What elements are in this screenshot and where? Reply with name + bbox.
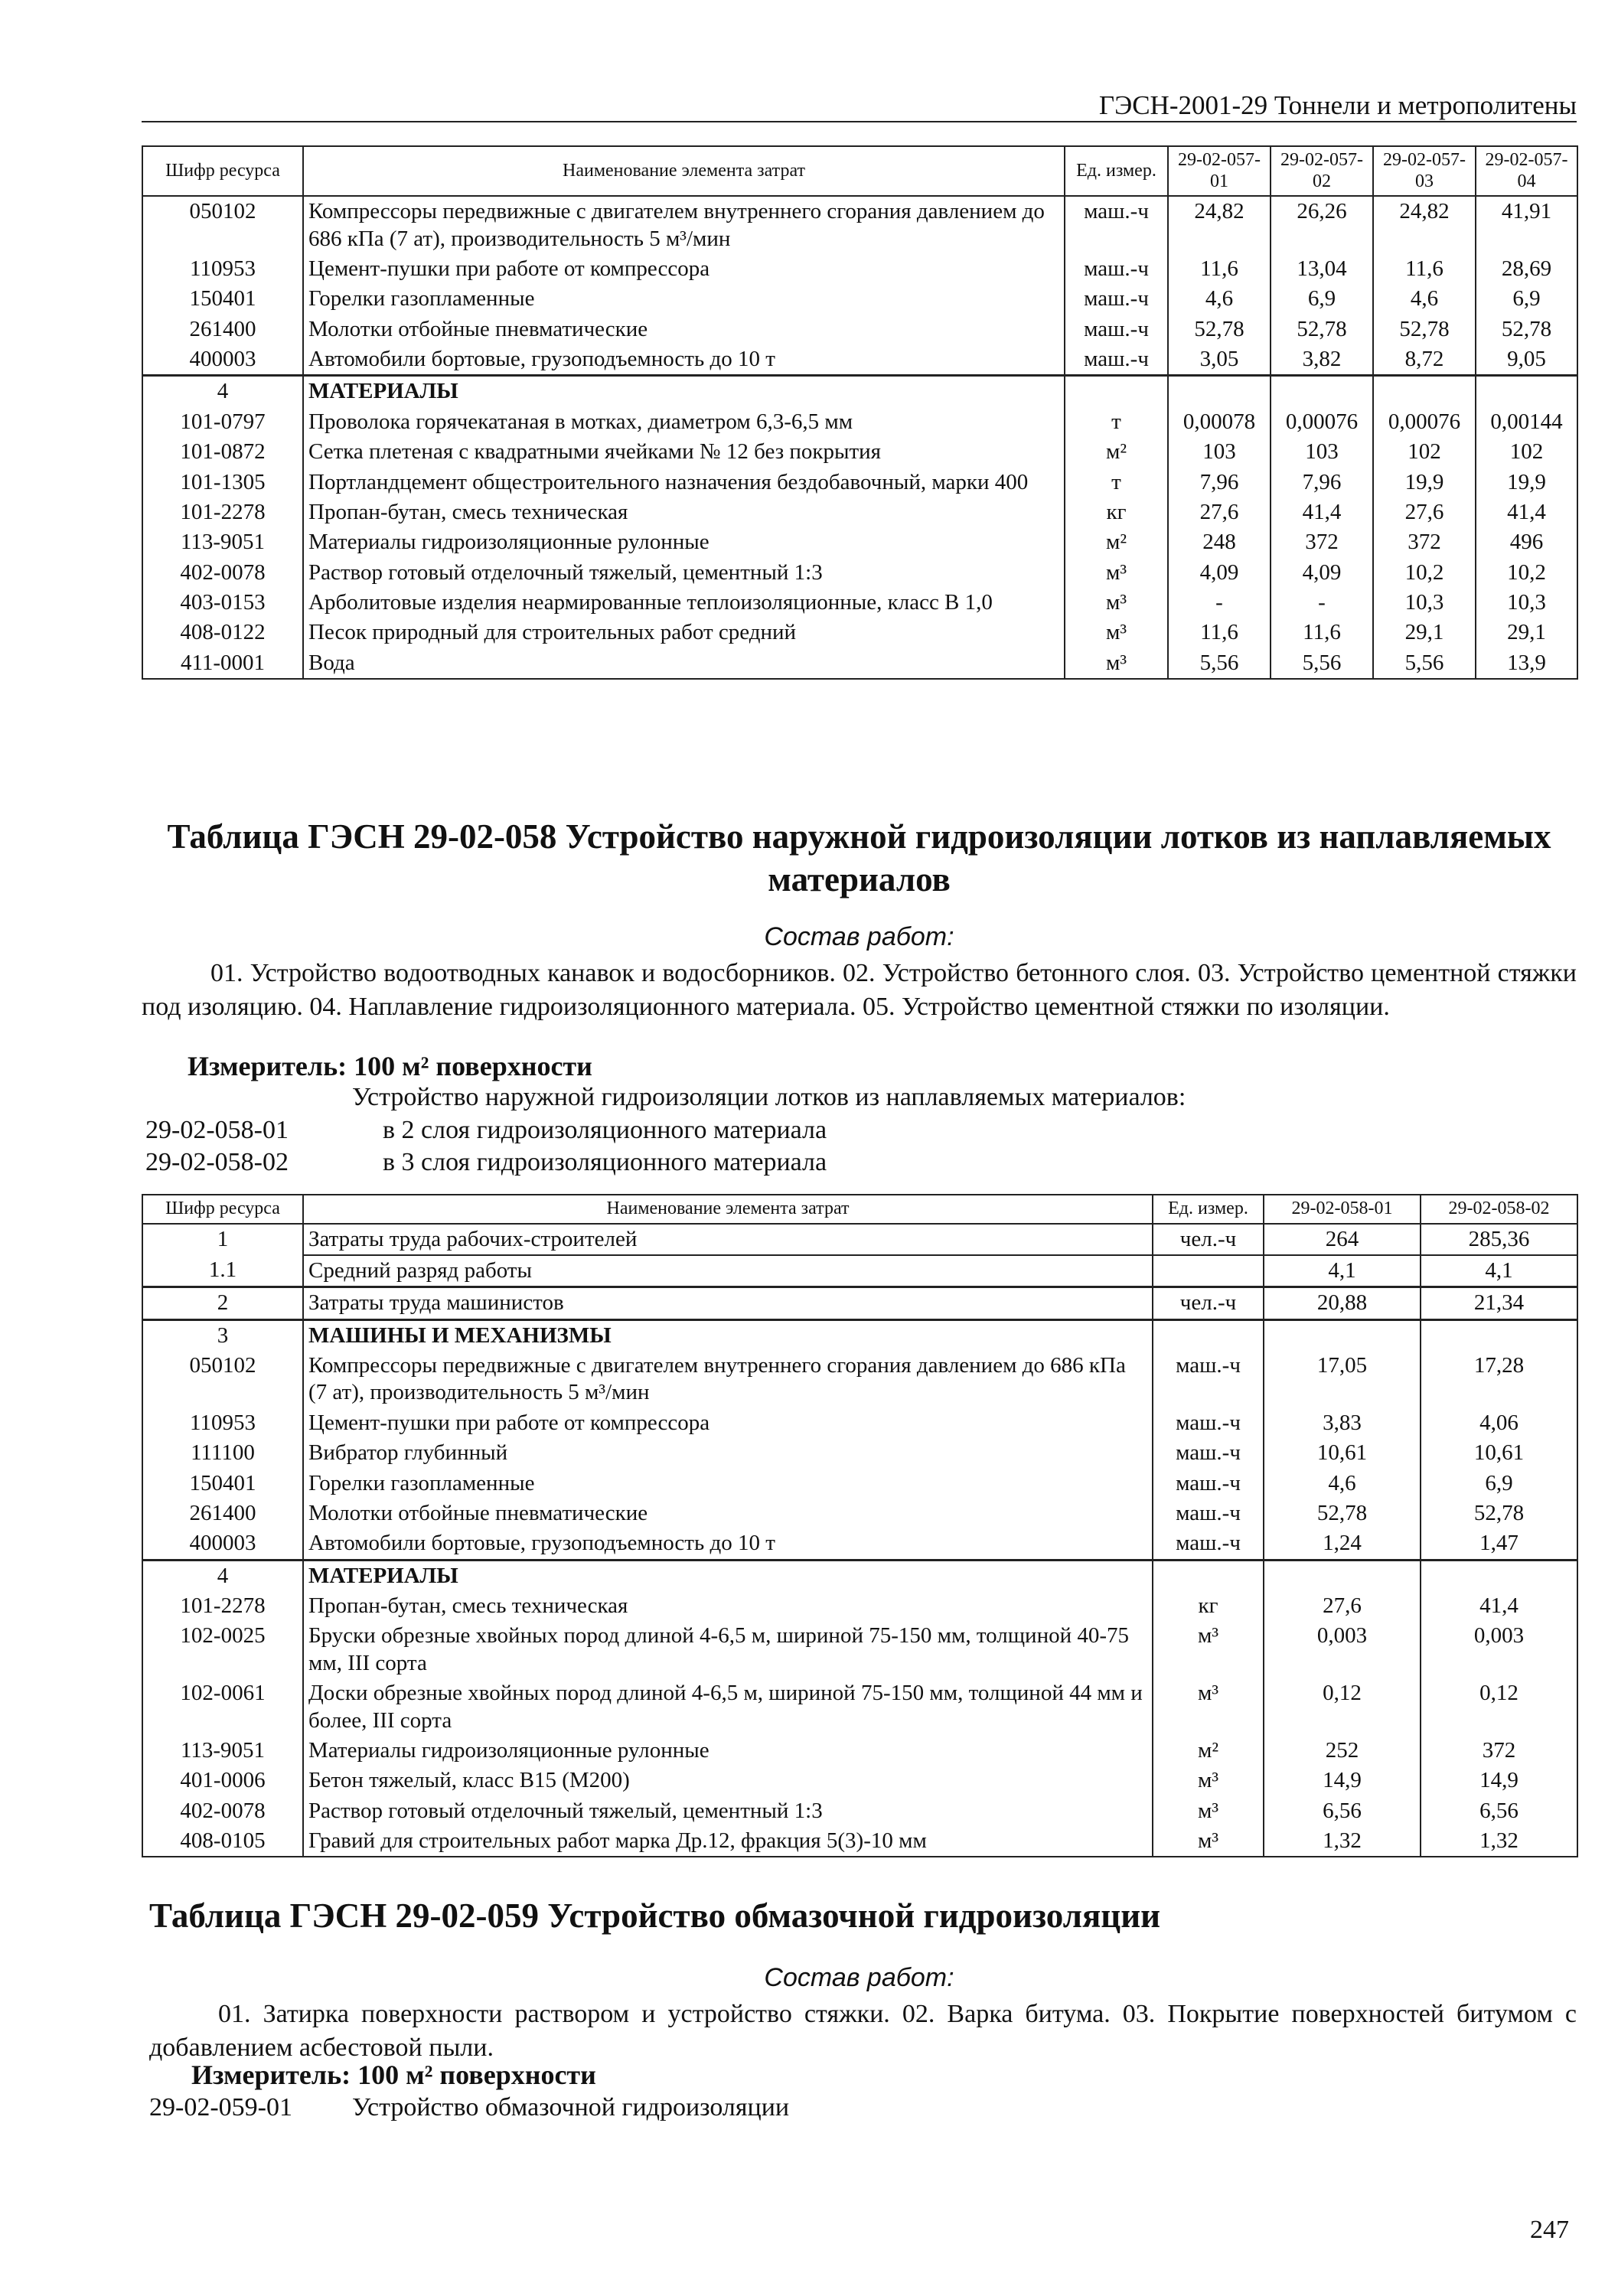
item-code: 29-02-058-02	[145, 1148, 289, 1176]
cell-code: 403-0153	[142, 588, 303, 618]
cell-name: Арболитовые изделия неармированные теплоизоляционные, класс В 1,0	[303, 588, 1065, 618]
cell-value: 0,00076	[1271, 407, 1373, 437]
cell-unit: м³	[1153, 1621, 1264, 1678]
cell-value: 14,9	[1264, 1766, 1421, 1795]
cell-value: 11,6	[1168, 254, 1271, 284]
cell-value: 285,36	[1421, 1224, 1577, 1255]
cell-code: 261400	[142, 315, 303, 344]
cell-value: 4,06	[1421, 1408, 1577, 1438]
cell-code: 101-2278	[142, 497, 303, 527]
cell-value: 4,6	[1373, 284, 1476, 314]
cell-unit: маш.-ч	[1065, 284, 1168, 314]
cell-value: 4,1	[1421, 1255, 1577, 1287]
page-number: 247	[1530, 2216, 1569, 2244]
cell-name: Цемент-пушки при работе от компрессора	[303, 254, 1065, 284]
cell-name: Компрессоры передвижные с двигателем внутреннего сгорания давлением до 686 кПа (7 ат), производительность 5 м³/мин	[303, 196, 1065, 254]
cell-unit: м³	[1065, 588, 1168, 618]
cell-value: 3,83	[1264, 1408, 1421, 1438]
col-header-unit: Ед. измер.	[1153, 1195, 1264, 1224]
composition-text: 01. Затирка поверхности раствором и устройство стяжки. 02. Варка битума. 03. Покрытие поверхностей битумом с добавлением асбестовой пыли.	[149, 2000, 1577, 2062]
cell-code: 102-0061	[142, 1678, 303, 1736]
cell-value: 6,56	[1264, 1796, 1421, 1826]
cell-code: 110953	[142, 1408, 303, 1438]
cell-unit: м³	[1153, 1796, 1264, 1826]
table-row	[142, 1499, 1577, 1528]
cell-name: Проволока горячекатаная в мотках, диаметром 6,3-6,5 мм	[303, 407, 1065, 437]
cell-name: Вода	[303, 648, 1065, 679]
table-row	[142, 407, 1577, 437]
composition-text: 01. Устройство водоотводных канавок и водосборников. 02. Устройство бетонного слоя. 03. Устройство цементной стяжки под изоляцию. 04. Наплавление гидроизоляционного материала. 05. Устройство цементной стяжки по изоляции.	[142, 959, 1577, 1021]
cell-value: 0,12	[1264, 1678, 1421, 1736]
cell-unit: кг	[1153, 1591, 1264, 1621]
cell-unit	[1153, 1319, 1264, 1351]
cell-value: 4,09	[1168, 558, 1271, 588]
cell-value: 28,69	[1476, 254, 1577, 284]
cell-code: 111100	[142, 1438, 303, 1468]
cell-name: Молотки отбойные пневматические	[303, 1499, 1153, 1528]
cell-value: 10,61	[1421, 1438, 1577, 1468]
cell-value: 248	[1168, 527, 1271, 557]
table-row	[142, 1469, 1577, 1499]
table-row	[142, 1287, 1577, 1319]
cell-value	[1421, 1319, 1577, 1351]
resource-table-058	[142, 1194, 1578, 1857]
cell-code: 401-0006	[142, 1766, 303, 1795]
item-text: Устройство обмазочной гидроизоляции	[352, 2093, 790, 2122]
table-row	[142, 1224, 1577, 1255]
cell-code: 101-0872	[142, 437, 303, 467]
cell-value: 14,9	[1421, 1766, 1577, 1795]
table-title-058: Таблица ГЭСН 29-02-058 Устройство наружной гидроизоляции лотков из наплавляемых материалов	[167, 817, 1551, 899]
cell-name: Цемент-пушки при работе от компрессора	[303, 1408, 1153, 1438]
cell-value: 10,3	[1373, 588, 1476, 618]
cell-code: 4	[142, 376, 303, 407]
col-header-norm: 29-02-058-01	[1264, 1195, 1421, 1224]
cell-value: 10,3	[1476, 588, 1577, 618]
table-row	[142, 1528, 1577, 1560]
table-row	[142, 437, 1577, 467]
cell-unit: м³	[1065, 648, 1168, 679]
cell-value: 27,6	[1168, 497, 1271, 527]
cell-code: 150401	[142, 284, 303, 314]
cell-unit	[1153, 1255, 1264, 1287]
cell-unit: м³	[1153, 1678, 1264, 1736]
cell-value: 13,9	[1476, 648, 1577, 679]
cell-unit	[1065, 376, 1168, 407]
cell-value: 11,6	[1373, 254, 1476, 284]
cell-value: 6,9	[1476, 284, 1577, 314]
table-row	[142, 1351, 1577, 1408]
cell-unit: кг	[1065, 497, 1168, 527]
cell-name: Материалы гидроизоляционные рулонные	[303, 1736, 1153, 1766]
composition-heading: Состав работ:	[764, 1963, 954, 1992]
measure-unit: Измеритель: 100 м² поверхности	[188, 1051, 592, 1081]
table-row	[142, 1408, 1577, 1438]
cell-value: 52,78	[1271, 315, 1373, 344]
table-row	[142, 344, 1577, 376]
cell-value	[1168, 376, 1271, 407]
cell-name: Горелки газопламенные	[303, 284, 1065, 314]
cell-unit: маш.-ч	[1065, 315, 1168, 344]
cell-value: 0,003	[1264, 1621, 1421, 1678]
cell-value: 20,88	[1264, 1287, 1421, 1319]
cell-name: Раствор готовый отделочный тяжелый, цементный 1:3	[303, 558, 1065, 588]
cell-name: Затраты труда машинистов	[303, 1287, 1153, 1319]
cell-unit: чел.-ч	[1153, 1287, 1264, 1319]
cell-value: 1,32	[1264, 1826, 1421, 1857]
cell-unit: маш.-ч	[1153, 1469, 1264, 1499]
cell-code: 411-0001	[142, 648, 303, 679]
cell-code: 1.1	[142, 1255, 303, 1287]
cell-value: 5,56	[1168, 648, 1271, 679]
cell-value: 9,05	[1476, 344, 1577, 376]
cell-name: МАТЕРИАЛЫ	[303, 376, 1065, 407]
header-rule	[142, 121, 1577, 122]
cell-value: 1,24	[1264, 1528, 1421, 1560]
table-row	[142, 497, 1577, 527]
col-header-norm: 29-02-057-02	[1271, 146, 1373, 196]
cell-unit: чел.-ч	[1153, 1224, 1264, 1255]
cell-value: 8,72	[1373, 344, 1476, 376]
cell-value: 21,34	[1421, 1287, 1577, 1319]
cell-code: 402-0078	[142, 1796, 303, 1826]
cell-unit: маш.-ч	[1153, 1528, 1264, 1560]
cell-value: 3,82	[1271, 344, 1373, 376]
cell-code: 101-2278	[142, 1591, 303, 1621]
cell-value	[1421, 1560, 1577, 1591]
cell-value: 13,04	[1271, 254, 1373, 284]
cell-name: МАТЕРИАЛЫ	[303, 1560, 1153, 1591]
cell-value: 10,2	[1373, 558, 1476, 588]
cell-value: 10,2	[1476, 558, 1577, 588]
cell-code: 3	[142, 1319, 303, 1351]
table-body	[142, 196, 1577, 679]
cell-value: 52,78	[1421, 1499, 1577, 1528]
cell-value: 372	[1421, 1736, 1577, 1766]
table-header-row	[142, 146, 1577, 196]
running-header: ГЭСН-2001-29 Тоннели и метрополитены	[1098, 90, 1577, 120]
table-row	[142, 1766, 1577, 1795]
cell-value: 372	[1373, 527, 1476, 557]
cell-code: 050102	[142, 1351, 303, 1408]
cell-value: 52,78	[1373, 315, 1476, 344]
table-body	[142, 1224, 1577, 1857]
cell-unit: маш.-ч	[1065, 254, 1168, 284]
col-header-norm: 29-02-057-04	[1476, 146, 1577, 196]
cell-value: 4,6	[1264, 1469, 1421, 1499]
table-row	[142, 1621, 1577, 1678]
measure-unit: Измеритель: 100 м² поверхности	[191, 2060, 596, 2090]
cell-name: Затраты труда рабочих-строителей	[303, 1224, 1153, 1255]
cell-value: 4,6	[1168, 284, 1271, 314]
cell-value: 1,32	[1421, 1826, 1577, 1857]
col-header-norm: 29-02-057-01	[1168, 146, 1271, 196]
col-header-name: Наименование элемента затрат	[303, 146, 1065, 196]
cell-unit: маш.-ч	[1153, 1351, 1264, 1408]
cell-name: Песок природный для строительных работ средний	[303, 618, 1065, 647]
table-row	[142, 1255, 1577, 1287]
cell-unit: маш.-ч	[1153, 1499, 1264, 1528]
table-row	[142, 1319, 1577, 1351]
cell-value: 11,6	[1271, 618, 1373, 647]
cell-unit: м²	[1065, 527, 1168, 557]
cell-name: Пропан-бутан, смесь техническая	[303, 497, 1065, 527]
cell-unit: м³	[1153, 1766, 1264, 1795]
cell-value: 0,00144	[1476, 407, 1577, 437]
cell-unit: м²	[1153, 1736, 1264, 1766]
item-code: 29-02-058-01	[145, 1116, 289, 1144]
cell-value: 6,9	[1271, 284, 1373, 314]
composition-heading: Состав работ:	[764, 922, 954, 951]
table-row	[142, 558, 1577, 588]
cell-value: 41,4	[1271, 497, 1373, 527]
cell-code: 408-0105	[142, 1826, 303, 1857]
cell-value: 29,1	[1373, 618, 1476, 647]
cell-value: 26,26	[1271, 196, 1373, 254]
cell-name: Компрессоры передвижные с двигателем внутреннего сгорания давлением до 686 кПа (7 ат), производительность 5 м³/мин	[303, 1351, 1153, 1408]
table-row	[142, 468, 1577, 497]
cell-value: 19,9	[1476, 468, 1577, 497]
cell-value	[1373, 376, 1476, 407]
table-row	[142, 376, 1577, 407]
cell-name: Молотки отбойные пневматические	[303, 315, 1065, 344]
col-header-code: Шифр ресурса	[142, 146, 303, 196]
cell-value: -	[1168, 588, 1271, 618]
cell-code: 1	[142, 1224, 303, 1255]
cell-value: 41,4	[1476, 497, 1577, 527]
cell-value: 41,4	[1421, 1591, 1577, 1621]
cell-unit: т	[1065, 468, 1168, 497]
table-header-row	[142, 1195, 1577, 1224]
table-title-059: Таблица ГЭСН 29-02-059 Устройство обмазочной гидроизоляции	[149, 1896, 1161, 1935]
cell-value: 29,1	[1476, 618, 1577, 647]
cell-value	[1271, 376, 1373, 407]
cell-value: 4,1	[1264, 1255, 1421, 1287]
cell-name: Средний разряд работы	[303, 1255, 1153, 1287]
cell-unit: маш.-ч	[1065, 196, 1168, 254]
cell-unit: м³	[1153, 1826, 1264, 1857]
cell-value: 5,56	[1373, 648, 1476, 679]
cell-name: Вибратор глубинный	[303, 1438, 1153, 1468]
cell-code: 150401	[142, 1469, 303, 1499]
table-row	[142, 1438, 1577, 1468]
cell-value: 5,56	[1271, 648, 1373, 679]
cell-code: 2	[142, 1287, 303, 1319]
table-row	[142, 1826, 1577, 1857]
item-text: в 2 слоя гидроизоляционного материала	[383, 1116, 827, 1144]
table-row	[142, 196, 1577, 254]
cell-value	[1264, 1560, 1421, 1591]
cell-value: 0,00076	[1373, 407, 1476, 437]
cell-code: 408-0122	[142, 618, 303, 647]
cell-name: Автомобили бортовые, грузоподъемность до 10 т	[303, 344, 1065, 376]
cell-code: 050102	[142, 196, 303, 254]
cell-value: 24,82	[1168, 196, 1271, 254]
cell-value: 27,6	[1373, 497, 1476, 527]
cell-name: Гравий для строительных работ марка Др.12, фракция 5(3)-10 мм	[303, 1826, 1153, 1857]
cell-value	[1264, 1319, 1421, 1351]
cell-name: Бетон тяжелый, класс В15 (М200)	[303, 1766, 1153, 1795]
table-row	[142, 254, 1577, 284]
cell-unit: м³	[1065, 618, 1168, 647]
cell-unit: маш.-ч	[1153, 1408, 1264, 1438]
col-header-norm: 29-02-057-03	[1373, 146, 1476, 196]
cell-name: Материалы гидроизоляционные рулонные	[303, 527, 1065, 557]
cell-value: 4,09	[1271, 558, 1373, 588]
cell-name: Бруски обрезные хвойных пород длиной 4-6,5 м, шириной 75-150 мм, толщиной 40-75 мм, III сорта	[303, 1621, 1153, 1678]
cell-value: 1,47	[1421, 1528, 1577, 1560]
cell-name: Доски обрезные хвойных пород длиной 4-6,5 м, шириной 75-150 мм, толщиной 44 мм и более, III сорта	[303, 1678, 1153, 1736]
cell-name: Горелки газопламенные	[303, 1469, 1153, 1499]
cell-value: 0,003	[1421, 1621, 1577, 1678]
table-row	[142, 1560, 1577, 1591]
col-header-norm: 29-02-058-02	[1421, 1195, 1577, 1224]
table-row	[142, 648, 1577, 679]
cell-value: 27,6	[1264, 1591, 1421, 1621]
cell-value: 19,9	[1373, 468, 1476, 497]
cell-value: 372	[1271, 527, 1373, 557]
cell-value	[1476, 376, 1577, 407]
cell-unit: т	[1065, 407, 1168, 437]
col-header-code: Шифр ресурса	[142, 1195, 303, 1224]
cell-value: -	[1271, 588, 1373, 618]
table-row	[142, 588, 1577, 618]
cell-value: 3,05	[1168, 344, 1271, 376]
cell-name: Пропан-бутан, смесь техническая	[303, 1591, 1153, 1621]
cell-code: 101-1305	[142, 468, 303, 497]
table-row	[142, 1591, 1577, 1621]
cell-code: 102-0025	[142, 1621, 303, 1678]
cell-name: Раствор готовый отделочный тяжелый, цементный 1:3	[303, 1796, 1153, 1826]
table-row	[142, 284, 1577, 314]
cell-code: 113-9051	[142, 527, 303, 557]
cell-unit: маш.-ч	[1065, 344, 1168, 376]
cell-value: 10,61	[1264, 1438, 1421, 1468]
cell-code: 101-0797	[142, 407, 303, 437]
cell-code: 113-9051	[142, 1736, 303, 1766]
col-header-name: Наименование элемента затрат	[303, 1195, 1153, 1224]
cell-value: 252	[1264, 1736, 1421, 1766]
table-row	[142, 618, 1577, 647]
cell-value: 7,96	[1168, 468, 1271, 497]
cell-value: 6,9	[1421, 1469, 1577, 1499]
cell-value: 41,91	[1476, 196, 1577, 254]
cell-unit: м³	[1065, 558, 1168, 588]
cell-value: 52,78	[1168, 315, 1271, 344]
cell-unit: маш.-ч	[1153, 1438, 1264, 1468]
cell-value: 102	[1373, 437, 1476, 467]
cell-code: 110953	[142, 254, 303, 284]
resource-table-057	[142, 145, 1578, 680]
cell-name: Автомобили бортовые, грузоподъемность до 10 т	[303, 1528, 1153, 1560]
table-row	[142, 315, 1577, 344]
cell-code: 402-0078	[142, 558, 303, 588]
cell-name: МАШИНЫ И МЕХАНИЗМЫ	[303, 1319, 1153, 1351]
cell-name: Сетка плетеная с квадратными ячейками № 12 без покрытия	[303, 437, 1065, 467]
cell-value: 17,28	[1421, 1351, 1577, 1408]
cell-name: Портландцемент общестроительного назначения бездобавочный, марки 400	[303, 468, 1065, 497]
cell-value: 52,78	[1476, 315, 1577, 344]
item-text: в 3 слоя гидроизоляционного материала	[383, 1148, 827, 1176]
cell-unit	[1153, 1560, 1264, 1591]
cell-value: 102	[1476, 437, 1577, 467]
cell-value: 103	[1271, 437, 1373, 467]
cell-value: 103	[1168, 437, 1271, 467]
item-code: 29-02-059-01	[149, 2093, 292, 2122]
cell-value: 52,78	[1264, 1499, 1421, 1528]
table-row	[142, 1796, 1577, 1826]
cell-value: 496	[1476, 527, 1577, 557]
cell-value: 264	[1264, 1224, 1421, 1255]
cell-value: 24,82	[1373, 196, 1476, 254]
cell-code: 400003	[142, 344, 303, 376]
cell-value: 11,6	[1168, 618, 1271, 647]
subsection-intro: Устройство наружной гидроизоляции лотков из наплавляемых материалов:	[352, 1083, 1186, 1111]
cell-value: 0,00078	[1168, 407, 1271, 437]
cell-code: 261400	[142, 1499, 303, 1528]
cell-code: 400003	[142, 1528, 303, 1560]
col-header-unit: Ед. измер.	[1065, 146, 1168, 196]
cell-value: 6,56	[1421, 1796, 1577, 1826]
cell-unit: м²	[1065, 437, 1168, 467]
table-row	[142, 1678, 1577, 1736]
cell-code: 4	[142, 1560, 303, 1591]
table-row	[142, 1736, 1577, 1766]
cell-value: 17,05	[1264, 1351, 1421, 1408]
table-row	[142, 527, 1577, 557]
cell-value: 0,12	[1421, 1678, 1577, 1736]
cell-value: 7,96	[1271, 468, 1373, 497]
